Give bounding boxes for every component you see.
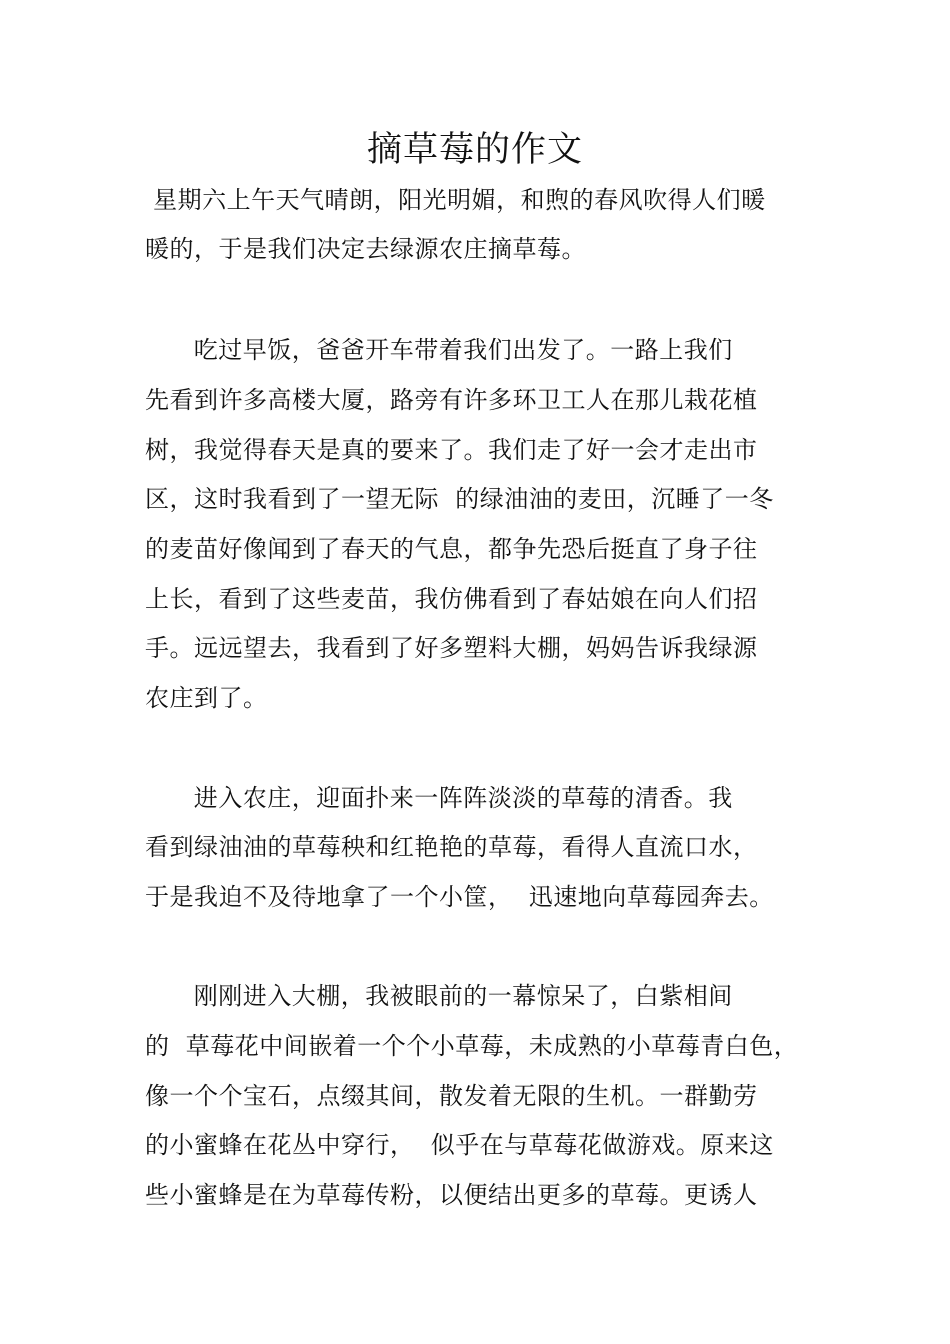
text-line: 的麦苗好像闻到了春天的气息，都争先恐后挺直了身子往 [145, 535, 758, 563]
text-line: 看到绿油油的草莓秧和红艳艳的草莓，看得人直流口水， [145, 833, 758, 861]
text-line: 刚刚进入大棚，我被眼前的一幕惊呆了，白紫相间 [145, 982, 733, 1010]
text-line: 些小蜜蜂是在为草莓传粉，以便结出更多的草莓。更诱人 [145, 1181, 758, 1209]
text-line: 手。远远望去，我看到了好多塑料大棚，妈妈告诉我绿源 [145, 634, 758, 662]
text-line: 进入农庄，迎面扑来一阵阵淡淡的草莓的清香。我 [145, 784, 733, 812]
text-line: 树，我觉得春天是真的要来了。我们走了好一会才走出市 [145, 436, 758, 464]
text-line: 先看到许多高楼大厦，路旁有许多环卫工人在那儿栽花植 [145, 386, 758, 414]
text-line: 上长，看到了这些麦苗，我仿佛看到了春姑娘在向人们招 [145, 585, 758, 613]
text-line: 于是我迫不及待地拿了一个小筐， 迅速地向草莓园奔去。 [145, 883, 774, 911]
text-line: 吃过早饭，爸爸开车带着我们出发了。一路上我们 [145, 336, 733, 364]
text-line: 的小蜜蜂在花丛中穿行， 似乎在与草莓花做游戏。原来这 [145, 1131, 774, 1159]
text-line: 暖的，于是我们决定去绿源农庄摘草莓。 [145, 235, 586, 263]
text-line: 星期六上午天气晴朗，阳光明媚，和煦的春风吹得人们暖 [145, 186, 766, 214]
text-line: 像一个个宝石，点缀其间，散发着无限的生机。一群勤劳 [145, 1082, 758, 1110]
text-line: 区，这时我看到了一望无际 的绿油油的麦田，沉睡了一冬 [145, 485, 774, 513]
text-line: 的 草莓花中间嵌着一个个小草莓，未成熟的小草莓青白色， [145, 1032, 799, 1060]
document-title: 摘草莓的作文 [366, 130, 583, 170]
text-line: 农庄到了。 [145, 684, 268, 712]
